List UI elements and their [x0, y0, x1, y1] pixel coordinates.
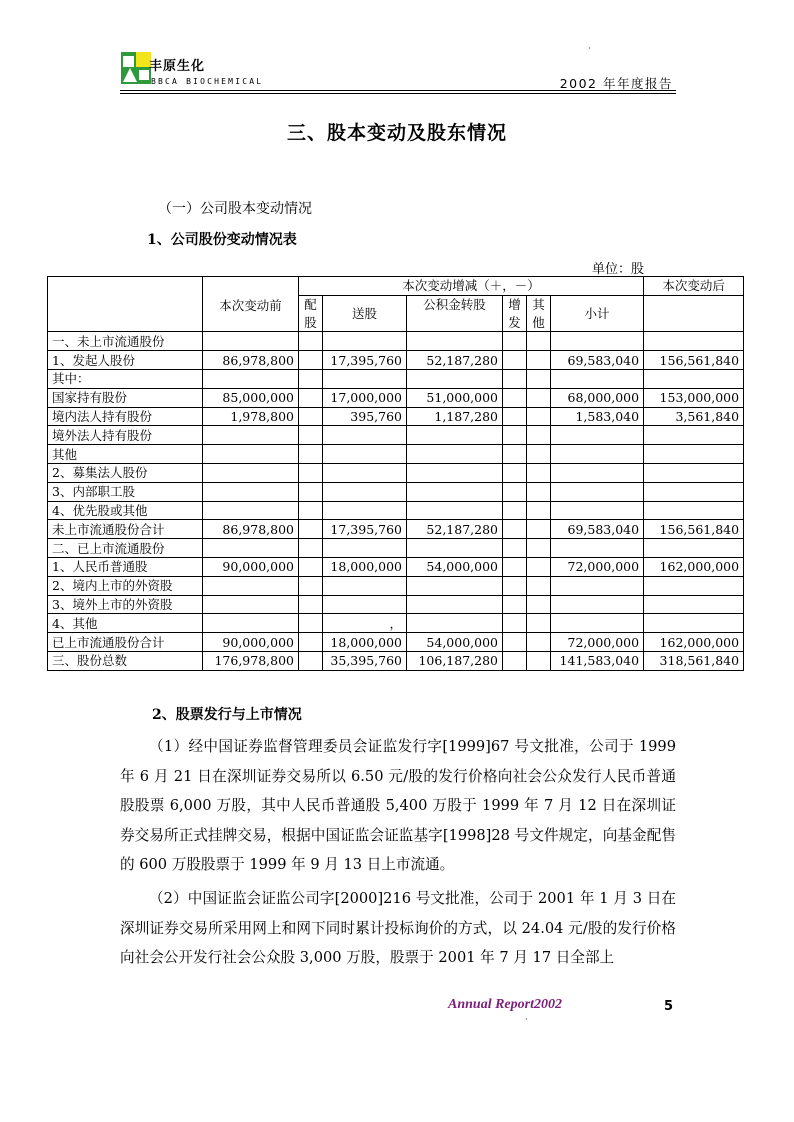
cell-xiaoji: 69,583,040: [551, 520, 644, 539]
cell-songgu: 395,760: [323, 407, 407, 426]
cell-gongji: [407, 576, 503, 595]
decorative-dot: ·: [525, 1015, 528, 1024]
row-label: 国家持有股份: [48, 388, 203, 407]
table-heading: 1、公司股份变动情况表: [147, 232, 297, 248]
row-label: 已上市流通股份合计: [48, 633, 203, 652]
cell-gongji: [407, 369, 503, 388]
cell-before: [203, 482, 299, 501]
cell-songgu: ，: [323, 614, 407, 633]
cell-zengfa: [503, 351, 527, 370]
cell-before: 85,000,000: [203, 388, 299, 407]
cell-peigu: [299, 651, 323, 670]
cell-qita: [527, 651, 551, 670]
table-row: [48, 407, 744, 426]
cell-xiaoji: 69,583,040: [551, 351, 644, 370]
cell-qita: [527, 633, 551, 652]
cell-before: [203, 539, 299, 558]
cell-qita: [527, 576, 551, 595]
cell-qita: [527, 614, 551, 633]
table-row: [48, 520, 744, 539]
cell-zengfa: [503, 501, 527, 520]
cell-after: 156,561,840: [644, 520, 744, 539]
cell-after: 162,000,000: [644, 633, 744, 652]
cell-xiaoji: [551, 576, 644, 595]
cell-songgu: 17,395,760: [323, 520, 407, 539]
cell-zengfa: [503, 633, 527, 652]
cell-before: 90,000,000: [203, 633, 299, 652]
brand-name-en: BBCA BIOCHEMICAL: [151, 77, 264, 86]
cell-peigu: [299, 557, 323, 576]
header-blank: [48, 277, 203, 332]
cell-before: [203, 595, 299, 614]
header-qita-1: 其: [527, 295, 551, 313]
table-row: [48, 595, 744, 614]
cell-qita: [527, 463, 551, 482]
cell-after: [644, 369, 744, 388]
header-change-group: 本次变动增减（＋，－）: [299, 277, 644, 296]
cell-zengfa: [503, 614, 527, 633]
cell-peigu: [299, 633, 323, 652]
cell-after: [644, 463, 744, 482]
cell-gongji: [407, 539, 503, 558]
cell-xiaoji: 141,583,040: [551, 651, 644, 670]
page-number: 5: [664, 999, 674, 1014]
table-row: [48, 332, 744, 351]
cell-qita: [527, 426, 551, 445]
cell-zengfa: [503, 388, 527, 407]
header-peigu-2: 股: [299, 314, 323, 332]
table-row: [48, 463, 744, 482]
cell-peigu: [299, 407, 323, 426]
cell-songgu: 17,395,760: [323, 351, 407, 370]
cell-before: 86,978,800: [203, 520, 299, 539]
table-row: [48, 557, 744, 576]
table-row: [48, 501, 744, 520]
cell-after: [644, 595, 744, 614]
cell-after: [644, 501, 744, 520]
table-row: [48, 539, 744, 558]
header-peigu-1: 配: [299, 295, 323, 313]
cell-songgu: [323, 369, 407, 388]
row-label: 3、内部职工股: [48, 482, 203, 501]
cell-peigu: [299, 520, 323, 539]
header-zengfa-1: 增: [503, 295, 527, 313]
table-row: [48, 482, 744, 501]
cell-zengfa: [503, 539, 527, 558]
table-row: [48, 614, 744, 633]
table-row: [48, 633, 744, 652]
cell-songgu: [323, 463, 407, 482]
header-after: 本次变动后: [644, 277, 744, 296]
cell-xiaoji: [551, 539, 644, 558]
cell-gongji: [407, 332, 503, 351]
header-zengfa-2: 发: [503, 314, 527, 332]
row-label: 2、募集法人股份: [48, 463, 203, 482]
cell-gongji: 106,187,280: [407, 651, 503, 670]
table-row: [48, 369, 744, 388]
header-xiaoji: 小计: [551, 295, 644, 332]
report-title: 2002 年年度报告: [559, 76, 673, 91]
brand-name-cn: 丰原生化: [149, 59, 206, 74]
cell-xiaoji: [551, 614, 644, 633]
table-row: [48, 351, 744, 370]
cell-xiaoji: [551, 595, 644, 614]
table-row: [48, 576, 744, 595]
cell-zengfa: [503, 407, 527, 426]
row-label: 4、其他: [48, 614, 203, 633]
unit-label: 单位：股: [592, 262, 645, 277]
cell-zengfa: [503, 445, 527, 464]
cell-qita: [527, 595, 551, 614]
cell-qita: [527, 369, 551, 388]
cell-before: [203, 576, 299, 595]
table-row: [48, 388, 744, 407]
cell-before: 90,000,000: [203, 557, 299, 576]
cell-songgu: 17,000,000: [323, 388, 407, 407]
cell-songgu: 35,395,760: [323, 651, 407, 670]
cell-gongji: 52,187,280: [407, 520, 503, 539]
cell-after: [644, 576, 744, 595]
cell-zengfa: [503, 576, 527, 595]
cell-peigu: [299, 614, 323, 633]
cell-before: 1,978,800: [203, 407, 299, 426]
cell-peigu: [299, 576, 323, 595]
row-label: 3、境外上市的外资股: [48, 595, 203, 614]
header-songgu: 送股: [323, 295, 407, 332]
cell-zengfa: [503, 520, 527, 539]
cell-peigu: [299, 369, 323, 388]
cell-after: [644, 482, 744, 501]
cell-after: 318,561,840: [644, 651, 744, 670]
cell-qita: [527, 332, 551, 351]
cell-qita: [527, 445, 551, 464]
header-rule: [120, 90, 676, 91]
paragraph-2: （2）中国证监会证监公司字[2000]216 号文批准，公司于 2001 年 1 月 3 日在深圳证券交易所采用网上和网下同时累计投标询价的方式，以 24.04 元/股的发行价格向社会公开发行社会公众股 3,000 万股，股票于 2001 年 7 月 17 日全部上: [120, 890, 676, 967]
cell-zengfa: [503, 651, 527, 670]
header-gongji-blank: [407, 314, 503, 332]
cell-before: [203, 501, 299, 520]
cell-after: [644, 332, 744, 351]
cell-peigu: [299, 426, 323, 445]
cell-songgu: [323, 426, 407, 445]
row-label: 其他: [48, 445, 203, 464]
row-label: 一、未上市流通股份: [48, 332, 203, 351]
cell-before: 176,978,800: [203, 651, 299, 670]
cell-songgu: 18,000,000: [323, 557, 407, 576]
cell-qita: [527, 388, 551, 407]
cell-before: [203, 445, 299, 464]
cell-gongji: [407, 595, 503, 614]
header-before: 本次变动前: [203, 277, 299, 332]
cell-before: [203, 369, 299, 388]
header-after-blank: [644, 295, 744, 332]
cell-gongji: [407, 614, 503, 633]
cell-gongji: [407, 426, 503, 445]
cell-after: 153,000,000: [644, 388, 744, 407]
cell-qita: [527, 557, 551, 576]
cell-peigu: [299, 351, 323, 370]
cell-qita: [527, 501, 551, 520]
row-label: 1、发起人股份: [48, 351, 203, 370]
cell-qita: [527, 520, 551, 539]
cell-xiaoji: 72,000,000: [551, 633, 644, 652]
row-label: 二、已上市流通股份: [48, 539, 203, 558]
cell-qita: [527, 351, 551, 370]
cell-peigu: [299, 501, 323, 520]
cell-after: [644, 614, 744, 633]
cell-xiaoji: 68,000,000: [551, 388, 644, 407]
cell-after: [644, 426, 744, 445]
cell-xiaoji: 1,583,040: [551, 407, 644, 426]
cell-qita: [527, 407, 551, 426]
header-rule-thin: [120, 93, 676, 94]
cell-peigu: [299, 388, 323, 407]
cell-peigu: [299, 445, 323, 464]
cell-xiaoji: [551, 332, 644, 351]
cell-after: 162,000,000: [644, 557, 744, 576]
row-label: 三、股份总数: [48, 651, 203, 670]
cell-songgu: [323, 539, 407, 558]
cell-xiaoji: [551, 426, 644, 445]
cell-xiaoji: [551, 501, 644, 520]
cell-songgu: [323, 595, 407, 614]
table-row: [48, 651, 744, 670]
cell-before: 86,978,800: [203, 351, 299, 370]
cell-after: 3,561,840: [644, 407, 744, 426]
cell-before: [203, 614, 299, 633]
cell-peigu: [299, 332, 323, 351]
share-change-table: [47, 276, 744, 671]
header-qita-2: 他: [527, 314, 551, 332]
cell-gongji: 51,000,000: [407, 388, 503, 407]
row-label: 境外法人持有股份: [48, 426, 203, 445]
cell-before: [203, 332, 299, 351]
decorative-dot: ·: [588, 44, 591, 53]
cell-qita: [527, 539, 551, 558]
cell-before: [203, 463, 299, 482]
cell-zengfa: [503, 426, 527, 445]
cell-after: [644, 539, 744, 558]
cell-qita: [527, 482, 551, 501]
paragraph-1: （1）经中国证券监督管理委员会证监发行字[1999]67 号文批准，公司于 1999 年 6 月 21 日在深圳证券交易所以 6.50 元/股的发行价格向社会公众发行人民币普通股股票 6,000 万股，其中人民币普通股 5,400 万股于 1999 年 7 月 12 日在深圳证券交易所正式挂牌交易，根据中国证监会证监基字[1998]28 号文件规定，向基金配售的 600 万股股票于 1999 年 9 月 13 日上市流通。: [120, 738, 676, 874]
cell-songgu: [323, 332, 407, 351]
cell-xiaoji: [551, 463, 644, 482]
subsection-heading: （一）公司股本变动情况: [158, 201, 312, 217]
cell-gongji: [407, 463, 503, 482]
cell-gongji: 54,000,000: [407, 557, 503, 576]
cell-songgu: 18,000,000: [323, 633, 407, 652]
section-title: 三、股本变动及股东情况: [286, 122, 507, 144]
cell-xiaoji: [551, 369, 644, 388]
cell-zengfa: [503, 595, 527, 614]
cell-zengfa: [503, 482, 527, 501]
cell-peigu: [299, 595, 323, 614]
cell-peigu: [299, 463, 323, 482]
cell-zengfa: [503, 557, 527, 576]
cell-after: 156,561,840: [644, 351, 744, 370]
row-label: 其中：: [48, 369, 203, 388]
cell-songgu: [323, 482, 407, 501]
cell-after: [644, 445, 744, 464]
cell-zengfa: [503, 369, 527, 388]
row-label: 未上市流通股份合计: [48, 520, 203, 539]
cell-xiaoji: 72,000,000: [551, 557, 644, 576]
cell-songgu: [323, 445, 407, 464]
row-label: 境内法人持有股份: [48, 407, 203, 426]
cell-xiaoji: [551, 482, 644, 501]
header-gongji: 公积金转股: [407, 295, 503, 313]
table-row: [48, 445, 744, 464]
row-label: 4、优先股或其他: [48, 501, 203, 520]
cell-before: [203, 426, 299, 445]
cell-xiaoji: [551, 445, 644, 464]
row-label: 2、境内上市的外资股: [48, 576, 203, 595]
cell-songgu: [323, 576, 407, 595]
cell-gongji: [407, 482, 503, 501]
cell-gongji: 52,187,280: [407, 351, 503, 370]
footer-report-label: Annual Report2002: [448, 997, 562, 1012]
cell-peigu: [299, 539, 323, 558]
cell-gongji: 1,187,280: [407, 407, 503, 426]
company-logo-icon: [121, 52, 151, 84]
cell-zengfa: [503, 463, 527, 482]
table-header-row: [48, 277, 744, 296]
cell-gongji: 54,000,000: [407, 633, 503, 652]
cell-zengfa: [503, 332, 527, 351]
cell-gongji: [407, 445, 503, 464]
subsection-heading-2: 2、股票发行与上市情况: [152, 707, 302, 723]
row-label: 1、人民币普通股: [48, 557, 203, 576]
cell-peigu: [299, 482, 323, 501]
table-row: [48, 426, 744, 445]
cell-gongji: [407, 501, 503, 520]
cell-songgu: [323, 501, 407, 520]
